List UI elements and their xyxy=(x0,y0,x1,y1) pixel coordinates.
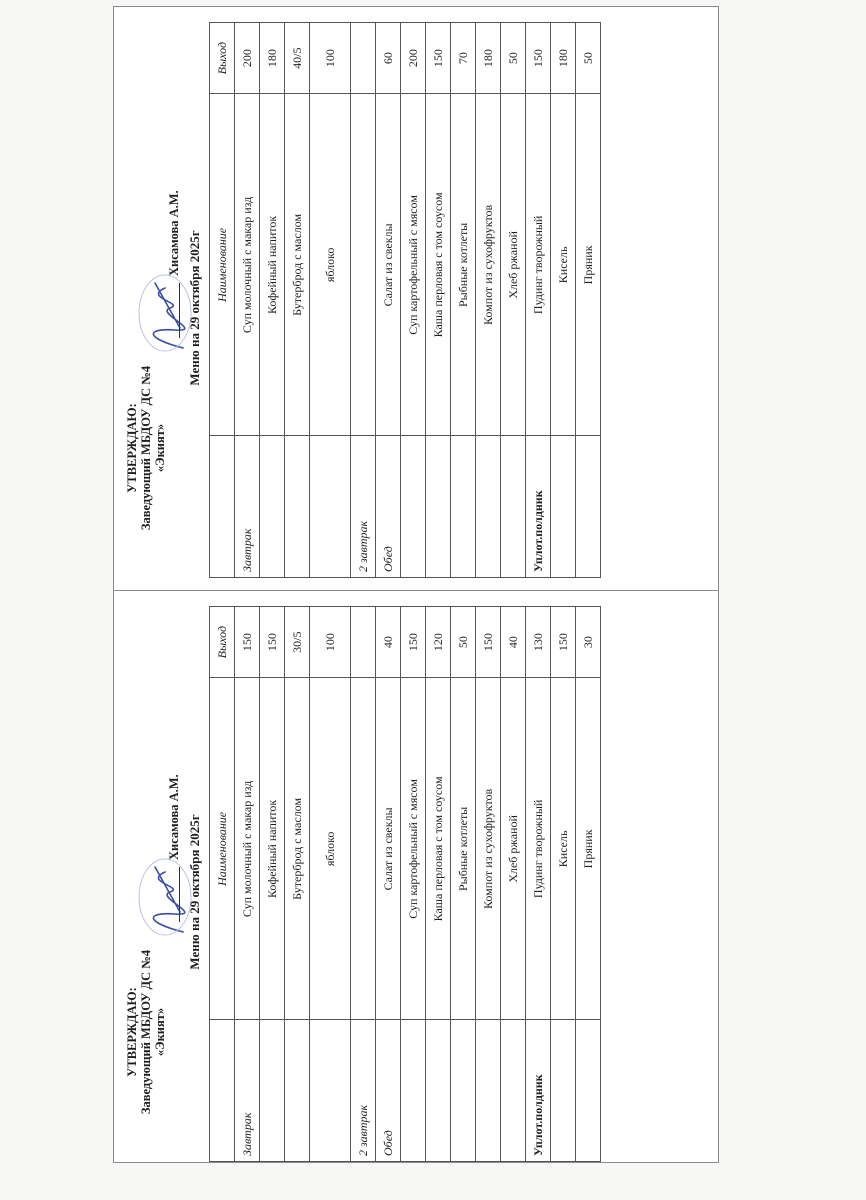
approval-kindergarten: «Экият» xyxy=(153,1007,167,1057)
meal-cell xyxy=(451,1020,476,1162)
output-cell: 50 xyxy=(451,607,476,678)
menu-row xyxy=(376,607,401,1162)
dish-cell: Салат из свеклы xyxy=(376,94,401,436)
dish-cell: яблоко xyxy=(310,678,351,1020)
menu-row xyxy=(285,23,310,578)
output-cell: 180 xyxy=(551,23,576,94)
meal-cell xyxy=(285,1020,310,1162)
output-cell: 200 xyxy=(235,23,260,94)
dish-cell: Рыбные котлеты xyxy=(451,678,476,1020)
approval-position: Заведующий МБДОУ ДС №4 xyxy=(139,949,153,1115)
page-divider xyxy=(113,590,719,591)
output-cell: 40 xyxy=(376,607,401,678)
meal-cell: Обед xyxy=(376,1020,401,1162)
dish-cell: Пудинг творожный xyxy=(526,94,551,436)
signature-line xyxy=(179,867,180,922)
signature-line xyxy=(179,283,180,338)
menu-table-header xyxy=(210,23,235,578)
menu-row xyxy=(426,23,451,578)
meal-cell xyxy=(260,1020,285,1162)
menu-row xyxy=(376,23,401,578)
output-cell: 40 xyxy=(501,607,526,678)
meal-cell: Обед xyxy=(376,436,401,578)
handwritten-signature xyxy=(135,852,195,942)
dish-cell: Каша перловая с том соусом xyxy=(426,94,451,436)
dish-cell: Пудинг творожный xyxy=(526,678,551,1020)
meal-cell: Завтрак xyxy=(235,1020,260,1162)
meal-cell: 2 завтрак xyxy=(351,1020,376,1162)
dish-cell: яблоко xyxy=(310,94,351,436)
menu-row xyxy=(526,607,551,1162)
menu-row xyxy=(351,23,376,578)
signature-block xyxy=(153,622,185,982)
menu-table-header xyxy=(210,607,235,1162)
menu-row xyxy=(401,607,426,1162)
menu-block-bottom xyxy=(113,592,673,1172)
dish-cell: Хлеб ржаной xyxy=(501,94,526,436)
output-cell: 50 xyxy=(501,23,526,94)
dish-cell: Хлеб ржаной xyxy=(501,678,526,1020)
output-cell: 30 xyxy=(576,607,601,678)
output-cell: 150 xyxy=(526,23,551,94)
menu-date: Меню на 29 октября 2025г xyxy=(187,814,202,970)
output-cell: 150 xyxy=(235,607,260,678)
meal-cell xyxy=(501,436,526,578)
dish-cell: Компот из сухофруктов xyxy=(476,678,501,1020)
meal-cell xyxy=(476,436,501,578)
output-cell: 150 xyxy=(260,607,285,678)
menu-row xyxy=(501,23,526,578)
menu-row xyxy=(260,23,285,578)
menu-row xyxy=(501,607,526,1162)
signature-block xyxy=(153,38,185,398)
dish-column-header: Наименование xyxy=(210,94,235,436)
meal-cell xyxy=(451,436,476,578)
output-cell: 50 xyxy=(576,23,601,94)
meal-cell xyxy=(285,436,310,578)
output-cell: 100 xyxy=(310,607,351,678)
output-cell: 150 xyxy=(401,607,426,678)
output-cell: 150 xyxy=(426,23,451,94)
dish-cell: Кисель xyxy=(551,94,576,436)
output-cell: 100 xyxy=(310,23,351,94)
handwritten-signature xyxy=(135,268,195,358)
approval-position: Заведующий МБДОУ ДС №4 xyxy=(139,365,153,531)
meal-cell xyxy=(551,436,576,578)
dish-cell: Салат из свеклы xyxy=(376,678,401,1020)
output-cell: 60 xyxy=(376,23,401,94)
dish-cell: Пряник xyxy=(576,94,601,436)
output-cell: 200 xyxy=(401,23,426,94)
menu-row xyxy=(310,607,351,1162)
approval-title: УТВЕРЖДАЮ: xyxy=(125,987,139,1077)
signer-name: Хисамова А.М. xyxy=(167,774,181,860)
menu-table xyxy=(209,22,601,578)
approval-kindergarten: «Экият» xyxy=(153,423,167,473)
meal-cell: Уплот.полдник xyxy=(526,1020,551,1162)
dish-cell xyxy=(351,94,376,436)
meal-cell xyxy=(401,436,426,578)
meal-cell xyxy=(310,436,351,578)
dish-cell: Кофейный напиток xyxy=(260,678,285,1020)
output-cell: 180 xyxy=(260,23,285,94)
dish-cell: Кисель xyxy=(551,678,576,1020)
meal-column-header xyxy=(210,1020,235,1162)
dish-cell xyxy=(351,678,376,1020)
meal-cell xyxy=(501,1020,526,1162)
menu-row xyxy=(351,607,376,1162)
output-cell: 180 xyxy=(476,23,501,94)
meal-cell xyxy=(310,1020,351,1162)
meal-cell xyxy=(476,1020,501,1162)
dish-cell: Суп картофельный с мясом xyxy=(401,94,426,436)
meal-cell: 2 завтрак xyxy=(351,436,376,578)
menu-row xyxy=(551,607,576,1162)
signer-name: Хисамова А.М. xyxy=(167,190,181,276)
menu-row xyxy=(235,607,260,1162)
menu-date: Меню на 29 октября 2025г xyxy=(187,230,202,386)
dish-cell: Пряник xyxy=(576,678,601,1020)
output-cell: 120 xyxy=(426,607,451,678)
meal-cell xyxy=(576,1020,601,1162)
menu-row xyxy=(576,23,601,578)
menu-table xyxy=(209,606,601,1162)
menu-row xyxy=(401,23,426,578)
meal-cell xyxy=(426,436,451,578)
dish-cell: Суп картофельный с мясом xyxy=(401,678,426,1020)
output-cell: 40/5 xyxy=(285,23,310,94)
output-column-header: Выход xyxy=(210,23,235,94)
dish-cell: Суп молочный с макар изд xyxy=(235,678,260,1020)
menu-row xyxy=(476,23,501,578)
meal-column-header xyxy=(210,436,235,578)
output-cell: 150 xyxy=(551,607,576,678)
menu-row xyxy=(551,23,576,578)
meal-cell xyxy=(576,436,601,578)
menu-row xyxy=(451,23,476,578)
dish-cell: Каша перловая с том соусом xyxy=(426,678,451,1020)
output-cell xyxy=(351,607,376,678)
menu-row xyxy=(426,607,451,1162)
output-cell: 30/5 xyxy=(285,607,310,678)
meal-cell xyxy=(401,1020,426,1162)
output-cell: 150 xyxy=(476,607,501,678)
meal-cell xyxy=(551,1020,576,1162)
menu-row xyxy=(310,23,351,578)
menu-row xyxy=(576,607,601,1162)
output-column-header: Выход xyxy=(210,607,235,678)
output-cell xyxy=(351,23,376,94)
menu-row xyxy=(526,23,551,578)
output-cell: 70 xyxy=(451,23,476,94)
dish-cell: Кофейный напиток xyxy=(260,94,285,436)
dish-cell: Бутерброд с маслом xyxy=(285,678,310,1020)
menu-row xyxy=(476,607,501,1162)
dish-cell: Бутерброд с маслом xyxy=(285,94,310,436)
meal-cell: Завтрак xyxy=(235,436,260,578)
dish-cell: Рыбные котлеты xyxy=(451,94,476,436)
meal-cell xyxy=(260,436,285,578)
dish-cell: Суп молочный с макар изд xyxy=(235,94,260,436)
menu-row xyxy=(260,607,285,1162)
dish-column-header: Наименование xyxy=(210,678,235,1020)
approval-title: УТВЕРЖДАЮ: xyxy=(125,403,139,493)
output-cell: 130 xyxy=(526,607,551,678)
menu-row xyxy=(235,23,260,578)
meal-cell: Уплот.полдник xyxy=(526,436,551,578)
menu-row xyxy=(451,607,476,1162)
menu-row xyxy=(285,607,310,1162)
menu-block-top xyxy=(113,8,673,588)
meal-cell xyxy=(426,1020,451,1162)
dish-cell: Компот из сухофруктов xyxy=(476,94,501,436)
